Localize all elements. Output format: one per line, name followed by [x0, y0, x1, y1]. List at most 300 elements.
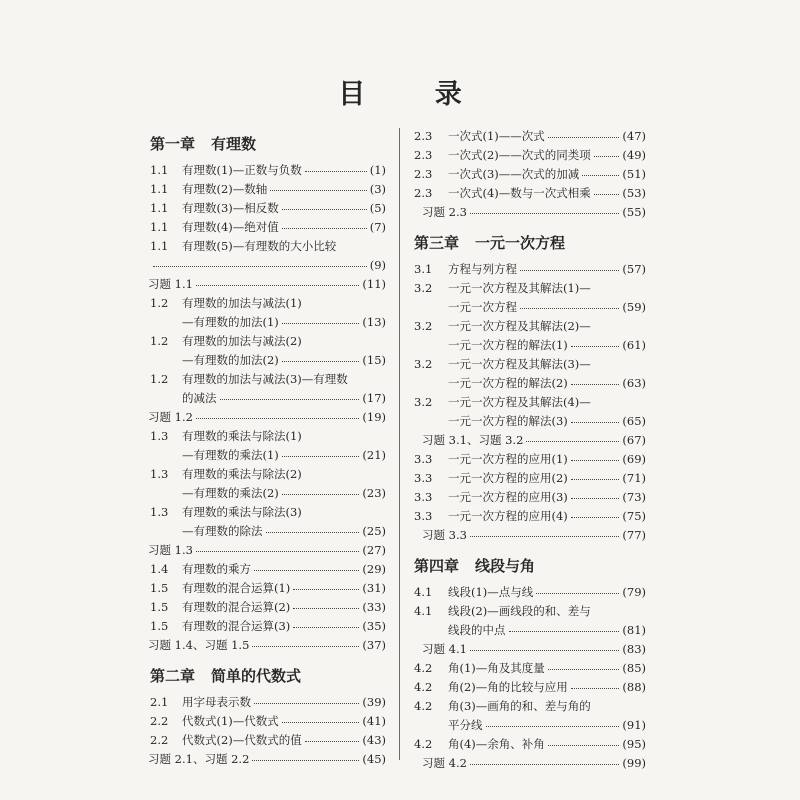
leader-dots	[509, 631, 620, 632]
leader-dots	[220, 399, 360, 400]
leader-dots	[305, 171, 367, 172]
page-number: (59)	[622, 299, 646, 314]
toc-entry	[150, 217, 386, 236]
entry-title: 用字母表示数	[182, 694, 251, 709]
exercise-label: 习题 1.1	[148, 276, 193, 291]
section-number: 2.3	[414, 166, 433, 181]
section-number: 4.1	[414, 603, 433, 618]
entry-line	[420, 639, 646, 658]
entry-title: 一元一次方程及其解法(4)—	[448, 394, 591, 409]
page-number: (3)	[369, 181, 386, 196]
page-number: (75)	[622, 508, 646, 523]
page-number: (99)	[622, 755, 646, 770]
leader-dots	[594, 156, 620, 157]
toc-entry	[414, 506, 646, 525]
toc-entry	[150, 578, 386, 597]
exercise-entry	[150, 635, 386, 654]
entry-line	[414, 164, 646, 183]
entry-line	[146, 540, 386, 559]
leader-dots	[486, 726, 620, 727]
section-number: 3.3	[414, 489, 433, 504]
entry-title: 一元一次方程及其解法(3)—	[448, 356, 591, 371]
exercise-entry	[150, 274, 386, 293]
entry-line	[414, 126, 646, 145]
section-number: 1.3	[150, 428, 169, 443]
page-number: (95)	[622, 736, 646, 751]
page-number: (39)	[362, 694, 386, 709]
entry-line	[150, 426, 386, 445]
entry-line	[150, 464, 386, 483]
leader-dots	[252, 646, 359, 647]
section-number: 1.3	[150, 504, 169, 519]
entry-line	[150, 445, 386, 464]
entry-line	[150, 483, 386, 502]
leader-dots	[571, 517, 620, 518]
leader-dots	[305, 741, 360, 742]
page-number: (9)	[369, 257, 386, 272]
leader-dots	[282, 494, 360, 495]
page-number: (11)	[362, 276, 386, 291]
entry-title: 代数式(1)—代数式	[182, 713, 279, 728]
section-number: 2.2	[150, 732, 169, 747]
leader-dots	[293, 589, 359, 590]
section-number: 3.3	[414, 508, 433, 523]
entry-title-continued: 一元一次方程的解法(2)	[448, 375, 568, 390]
entry-line	[150, 293, 386, 312]
section-number: 1.1	[150, 181, 169, 196]
toc-entry	[414, 164, 646, 183]
page-number: (21)	[362, 447, 386, 462]
exercise-label: 习题 1.3	[148, 542, 193, 557]
leader-dots	[548, 137, 620, 138]
entry-title: 方程与列方程	[448, 261, 517, 276]
page-number: (88)	[622, 679, 646, 694]
section-number: 1.1	[150, 219, 169, 234]
toc-entry	[414, 468, 646, 487]
entry-line	[150, 502, 386, 521]
chapter-entries	[414, 259, 646, 544]
page-number: (25)	[362, 523, 386, 538]
entry-line	[414, 449, 646, 468]
entry-title: 有理数的混合运算(3)	[182, 618, 291, 633]
entry-title: 有理数的乘法与除法(3)	[182, 504, 302, 519]
page-number: (61)	[622, 337, 646, 352]
entry-line	[414, 145, 646, 164]
section-number: 3.3	[414, 451, 433, 466]
toc-entry	[414, 696, 646, 734]
entry-line	[150, 711, 386, 730]
toc-entry	[150, 730, 386, 749]
exercise-label: 习题 1.4、习题 1.5	[148, 637, 250, 652]
entry-line	[414, 373, 646, 392]
section-number: 3.2	[414, 394, 433, 409]
toc-entry	[414, 183, 646, 202]
page-number: (17)	[362, 390, 386, 405]
entry-line	[150, 692, 386, 711]
page-number: (35)	[362, 618, 386, 633]
exercise-label: 习题 2.1、习题 2.2	[148, 751, 250, 766]
section-number: 1.5	[150, 618, 169, 633]
page-number: (65)	[622, 413, 646, 428]
entry-title: 有理数的乘法与除法(1)	[182, 428, 302, 443]
entry-line	[150, 331, 386, 350]
entry-line	[414, 468, 646, 487]
entry-line	[146, 749, 386, 768]
leader-dots	[196, 418, 359, 419]
entry-line	[150, 179, 386, 198]
leader-dots	[282, 361, 360, 362]
entry-line	[414, 715, 646, 734]
page-number: (73)	[622, 489, 646, 504]
page-number: (19)	[362, 409, 386, 424]
page-number: (57)	[622, 261, 646, 276]
entry-title-continued: —有理数的除法	[182, 523, 263, 538]
entry-line	[414, 601, 646, 620]
leader-dots	[282, 209, 367, 210]
entry-title: 有理数(3)—相反数	[182, 200, 279, 215]
entry-title-continued: 一元一次方程的解法(1)	[448, 337, 568, 352]
entry-title: 一元一次方程的应用(4)	[448, 508, 568, 523]
toc-entry	[150, 711, 386, 730]
entry-line	[414, 297, 646, 316]
entry-line	[414, 487, 646, 506]
entry-title: 有理数的加法与减法(3)—有理数	[182, 371, 348, 386]
leader-dots	[548, 669, 620, 670]
chapter-number: 第三章	[414, 233, 460, 252]
section-number: 1.1	[150, 162, 169, 177]
toc-entry	[414, 449, 646, 468]
page-number: (79)	[622, 584, 646, 599]
section-number: 2.1	[150, 694, 169, 709]
leader-dots	[526, 441, 619, 442]
column-divider	[399, 128, 400, 760]
exercise-entry	[150, 540, 386, 559]
exercise-label: 习题 1.2	[148, 409, 193, 424]
leader-dots	[520, 308, 619, 309]
entry-title: 有理数(5)—有理数的大小比较	[182, 238, 337, 253]
section-number: 2.2	[150, 713, 169, 728]
entry-line	[420, 430, 646, 449]
leader-dots	[254, 703, 359, 704]
entry-line	[150, 350, 386, 369]
toc-entry	[414, 677, 646, 696]
toc-entry	[150, 616, 386, 635]
exercise-label: 习题 3.3	[422, 527, 467, 542]
chapter-number: 第二章	[150, 666, 196, 685]
toc-entry	[414, 487, 646, 506]
chapter-title: 有理数	[211, 134, 257, 153]
entry-line	[414, 620, 646, 639]
toc-entry	[414, 734, 646, 753]
leader-dots	[282, 228, 367, 229]
entry-title: 有理数的加法与减法(2)	[182, 333, 302, 348]
leader-dots	[153, 266, 367, 267]
leader-dots	[594, 194, 620, 195]
left-column	[150, 126, 386, 768]
entry-title: 有理数(1)—正数与负数	[182, 162, 302, 177]
section-number: 1.2	[150, 371, 169, 386]
page-number: (55)	[622, 204, 646, 219]
section-number: 2.3	[414, 147, 433, 162]
section-number: 4.2	[414, 698, 433, 713]
entry-line	[414, 582, 646, 601]
toc-entry	[150, 179, 386, 198]
entry-line	[150, 312, 386, 331]
page-number: (1)	[369, 162, 386, 177]
page-number: (23)	[362, 485, 386, 500]
leader-dots	[571, 460, 620, 461]
entry-title: 一元一次方程的应用(1)	[448, 451, 568, 466]
page-number: (7)	[369, 219, 386, 234]
entry-line	[146, 635, 386, 654]
chapter-number: 第四章	[414, 556, 460, 575]
exercise-entry	[414, 202, 646, 221]
page-number: (83)	[622, 641, 646, 656]
toc-entry	[150, 426, 386, 464]
leader-dots	[571, 422, 620, 423]
entry-title: 有理数的混合运算(1)	[182, 580, 291, 595]
toc-entry	[150, 597, 386, 616]
exercise-entry	[414, 639, 646, 658]
entry-line	[414, 734, 646, 753]
leader-dots	[282, 456, 360, 457]
entry-line	[420, 525, 646, 544]
chapter-title: 一元一次方程	[475, 233, 566, 252]
toc-entry	[150, 293, 386, 331]
exercise-label: 习题 3.1、习题 3.2	[422, 432, 524, 447]
entry-title-continued: 一元一次方程的解法(3)	[448, 413, 568, 428]
leader-dots	[571, 479, 620, 480]
toc-entry	[414, 354, 646, 392]
entry-line	[414, 506, 646, 525]
toc-entry	[150, 198, 386, 217]
chapter-title: 线段与角	[475, 556, 536, 575]
page-number: (27)	[362, 542, 386, 557]
entry-title: 角(2)—角的比较与应用	[448, 679, 568, 694]
toc-entry	[150, 236, 386, 274]
leader-dots	[571, 384, 620, 385]
section-number: 4.1	[414, 584, 433, 599]
entry-line	[420, 202, 646, 221]
section-number: 1.3	[150, 466, 169, 481]
entry-title-continued: —有理数的加法(1)	[182, 314, 279, 329]
leader-dots	[282, 722, 360, 723]
leader-dots	[470, 650, 619, 651]
toc-entry	[150, 464, 386, 502]
exercise-entry	[414, 525, 646, 544]
entry-line	[150, 236, 386, 255]
leader-dots	[571, 688, 620, 689]
page-number: (63)	[622, 375, 646, 390]
chapter-heading	[414, 548, 646, 582]
leader-dots	[252, 760, 359, 761]
entry-line	[146, 274, 386, 293]
entry-title: 一元一次方程及其解法(2)—	[448, 318, 591, 333]
entry-line	[414, 658, 646, 677]
exercise-label: 习题 2.3	[422, 204, 467, 219]
exercise-entry	[150, 407, 386, 426]
section-number: 1.1	[150, 238, 169, 253]
entry-title: 有理数的乘法与除法(2)	[182, 466, 302, 481]
entry-line	[150, 578, 386, 597]
entry-title: 一元一次方程及其解法(1)—	[448, 280, 591, 295]
entry-line	[150, 559, 386, 578]
entry-title: 一元一次方程的应用(2)	[448, 470, 568, 485]
toc-entry	[150, 692, 386, 711]
leader-dots	[582, 175, 619, 176]
entry-title: 一次式(3)——次式的加减	[448, 166, 580, 181]
section-number: 3.2	[414, 356, 433, 371]
toc-entry	[150, 331, 386, 369]
toc-entry	[414, 316, 646, 354]
page-title: 目 录	[338, 79, 492, 110]
section-number: 1.2	[150, 295, 169, 310]
entry-line	[414, 677, 646, 696]
entry-line	[150, 616, 386, 635]
entry-line	[146, 407, 386, 426]
page-number: (81)	[622, 622, 646, 637]
entry-line	[420, 753, 646, 772]
chapter-number: 第一章	[150, 134, 196, 153]
leader-dots	[470, 213, 619, 214]
entry-title: 角(4)—余角、补角	[448, 736, 545, 751]
entry-title: 有理数(2)—数轴	[182, 181, 268, 196]
chapter-heading	[414, 225, 646, 259]
exercise-entry	[150, 749, 386, 768]
entry-title: 一次式(2)——次式的同类项	[448, 147, 591, 162]
right-column	[414, 126, 646, 772]
leader-dots	[282, 323, 360, 324]
section-number: 2.3	[414, 128, 433, 143]
entry-title-continued: 一元一次方程	[448, 299, 517, 314]
exercise-label: 习题 4.2	[422, 755, 467, 770]
section-number: 3.2	[414, 280, 433, 295]
leader-dots	[470, 536, 619, 537]
entry-title: 角(3)—画角的和、差与角的	[448, 698, 591, 713]
toc-entry	[414, 392, 646, 430]
entry-line	[150, 369, 386, 388]
page-number: (33)	[362, 599, 386, 614]
chapter-entries	[150, 692, 386, 768]
toc-entry	[414, 601, 646, 639]
page-number: (29)	[362, 561, 386, 576]
entry-line	[414, 411, 646, 430]
toc-entry	[414, 658, 646, 677]
page-number: (85)	[622, 660, 646, 675]
leader-dots	[520, 270, 619, 271]
entry-line	[150, 198, 386, 217]
entry-title-continued: —有理数的加法(2)	[182, 352, 279, 367]
section-number: 4.2	[414, 736, 433, 751]
entry-line	[414, 696, 646, 715]
page-number: (71)	[622, 470, 646, 485]
entry-title: 一元一次方程的应用(3)	[448, 489, 568, 504]
toc-entry	[150, 502, 386, 540]
page-number: (49)	[622, 147, 646, 162]
section-number: 3.1	[414, 261, 433, 276]
entry-line	[150, 217, 386, 236]
leader-dots	[293, 608, 359, 609]
page-number: (51)	[622, 166, 646, 181]
page-number: (5)	[369, 200, 386, 215]
toc-entry	[414, 259, 646, 278]
toc-entry	[414, 278, 646, 316]
exercise-entry	[414, 430, 646, 449]
leader-dots	[293, 627, 359, 628]
toc-entry	[150, 369, 386, 407]
exercise-label: 习题 4.1	[422, 641, 467, 656]
entry-line	[414, 259, 646, 278]
page-number: (91)	[622, 717, 646, 732]
page-number: (41)	[362, 713, 386, 728]
entry-line	[150, 388, 386, 407]
leader-dots	[270, 190, 366, 191]
entry-line	[150, 521, 386, 540]
leader-dots	[470, 764, 619, 765]
section-number: 1.4	[150, 561, 169, 576]
toc-entry	[150, 160, 386, 179]
section-number: 1.1	[150, 200, 169, 215]
entry-title-continued: 的减法	[182, 390, 217, 405]
page-number: (37)	[362, 637, 386, 652]
entry-line	[414, 354, 646, 373]
page-number: (13)	[362, 314, 386, 329]
page-number: (31)	[362, 580, 386, 595]
entry-line	[414, 278, 646, 297]
page-number: (77)	[622, 527, 646, 542]
page-number: (67)	[622, 432, 646, 447]
toc-entry	[414, 145, 646, 164]
leader-dots	[254, 570, 359, 571]
entry-title: 一次式(4)—数与一次式相乘	[448, 185, 591, 200]
entry-title-continued: —有理数的乘法(2)	[182, 485, 279, 500]
chapter-entries	[414, 126, 646, 221]
toc-entry	[414, 582, 646, 601]
entry-title: 有理数(4)—绝对值	[182, 219, 279, 234]
section-number: 3.2	[414, 318, 433, 333]
chapter-heading	[150, 126, 386, 160]
entry-line	[150, 597, 386, 616]
entry-line	[414, 335, 646, 354]
section-number: 4.2	[414, 660, 433, 675]
leader-dots	[548, 745, 620, 746]
exercise-entry	[414, 753, 646, 772]
entry-line	[150, 160, 386, 179]
entry-title: 有理数的混合运算(2)	[182, 599, 291, 614]
section-number: 1.2	[150, 333, 169, 348]
entry-title: 有理数的乘方	[182, 561, 251, 576]
toc-entry	[414, 126, 646, 145]
page-number: (47)	[622, 128, 646, 143]
toc-entry	[150, 559, 386, 578]
entry-line	[150, 730, 386, 749]
entry-title: 线段(2)—画线段的和、差与	[448, 603, 591, 618]
entry-title: 一次式(1)——次式	[448, 128, 545, 143]
section-number: 3.3	[414, 470, 433, 485]
page-number: (43)	[362, 732, 386, 747]
entry-title: 代数式(2)—代数式的值	[182, 732, 302, 747]
leader-dots	[266, 532, 360, 533]
leader-dots	[196, 551, 359, 552]
leader-dots	[196, 285, 359, 286]
section-number: 1.5	[150, 599, 169, 614]
entry-title-continued: 平分线	[448, 717, 483, 732]
page-number: (15)	[362, 352, 386, 367]
chapter-title: 简单的代数式	[211, 666, 302, 685]
section-number: 2.3	[414, 185, 433, 200]
section-number: 4.2	[414, 679, 433, 694]
leader-dots	[571, 498, 620, 499]
